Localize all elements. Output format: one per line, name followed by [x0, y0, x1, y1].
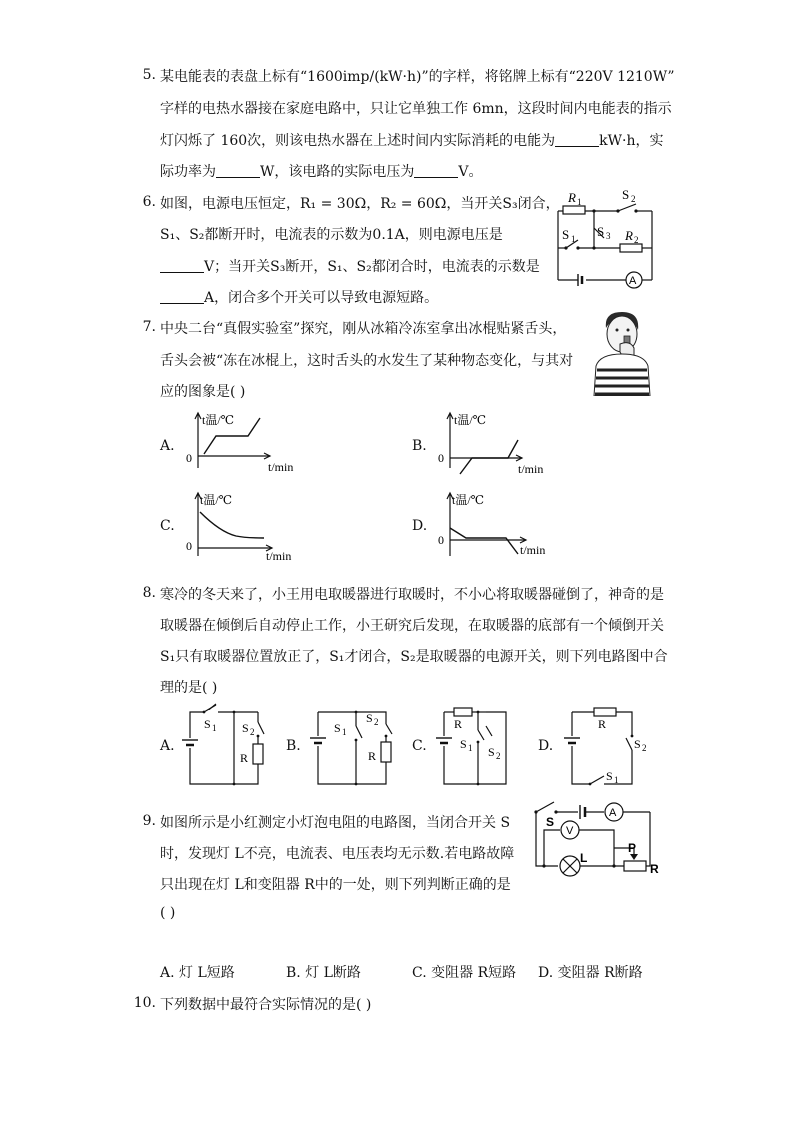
svg-text:t/min: t/min	[520, 543, 546, 557]
question-number: 8.	[142, 585, 156, 601]
answer-blank[interactable]	[160, 289, 204, 304]
option-a-label[interactable]: A.	[160, 438, 175, 454]
question-text-line: 取暖器在倾倒后自动停止工作，小王研究后发现，在取暖器的底部有一个倾倒开关	[160, 618, 664, 634]
svg-text:1: 1	[468, 743, 473, 753]
question-number: 5.	[142, 67, 156, 83]
option-a[interactable]: A. 灯 L短路	[160, 965, 235, 981]
option-a-label[interactable]: A.	[160, 738, 175, 754]
q6-circuit-diagram	[548, 184, 660, 296]
svg-text:S: S	[460, 737, 467, 751]
question-text-line: A，闭合多个开关可以导致电源短路。	[160, 287, 438, 307]
svg-text:1: 1	[614, 775, 619, 785]
q9-circuit-diagram	[524, 796, 664, 888]
circuit-option-d[interactable]	[560, 700, 652, 792]
question-text-line: 际功率为 W，该电路的实际电压为 V。	[160, 164, 483, 180]
svg-text:3: 3	[606, 231, 611, 241]
svg-text:S: S	[334, 721, 341, 735]
svg-text:t温/℃: t温/℃	[202, 413, 235, 427]
svg-text:1: 1	[577, 197, 582, 207]
question-text-line: 如图所示是小红测定小灯泡电阻的电路图，当闭合开关 S	[160, 815, 511, 831]
svg-text:A: A	[629, 275, 637, 287]
question-text-line: S₁只有取暖器位置放正了，S₁才闭合，S₂是取暖器的电源开关，则下列电路图中合	[160, 649, 668, 665]
question-text-line: S₁、S₂都断开时，电流表的示数为0.1A，则电源电压是	[160, 227, 503, 243]
svg-text:V: V	[566, 825, 574, 837]
option-c[interactable]: C. 变阻器 R短路	[412, 965, 517, 981]
question-text-line: 舌头会被“冻在冰棍上，这时舌头的水发生了某种物态变化，与其对	[160, 353, 574, 369]
svg-text:2: 2	[634, 235, 639, 245]
svg-text:S: S	[488, 745, 495, 759]
question-text-line: 某电能表的表盘上标有“1600imp/(kW·h)”的字样，将铭牌上标有“220V 1210W”	[160, 69, 675, 85]
boy-tongue-illustration	[588, 308, 656, 396]
question-text-line: V；当开关S₃断开，S₁、S₂都闭合时，电流表的示数是	[160, 256, 540, 276]
svg-text:1: 1	[342, 727, 347, 737]
svg-text:S: S	[622, 187, 630, 202]
graph-option-b[interactable]	[432, 410, 562, 478]
svg-text:S: S	[606, 769, 613, 783]
question-text-line: 字样的电热水器接在家庭电路中，只让它单独工作 6mn，这段时间内电能表的指示	[160, 101, 672, 117]
svg-text:S: S	[366, 711, 373, 725]
svg-text:R: R	[454, 717, 463, 731]
svg-text:S: S	[204, 717, 211, 731]
svg-text:2: 2	[631, 194, 636, 204]
svg-text:t/min: t/min	[518, 462, 544, 476]
svg-text:0: 0	[186, 451, 192, 465]
svg-text:2: 2	[250, 727, 255, 737]
svg-text:L: L	[580, 851, 588, 865]
svg-text:0: 0	[438, 451, 444, 465]
circuit-option-b[interactable]	[306, 700, 398, 792]
question-number: 7.	[142, 319, 156, 335]
svg-text:2: 2	[374, 717, 379, 727]
option-d-label[interactable]: D.	[538, 738, 554, 754]
option-c-label[interactable]: C.	[412, 738, 427, 754]
svg-text:1: 1	[571, 234, 576, 244]
svg-text:R: R	[625, 228, 633, 243]
answer-blank[interactable]	[555, 132, 599, 147]
svg-text:A: A	[609, 807, 617, 819]
circuit-option-a[interactable]	[178, 700, 270, 792]
answer-blank[interactable]	[414, 163, 458, 178]
svg-text:2: 2	[496, 751, 501, 761]
svg-text:S: S	[546, 815, 555, 829]
option-b[interactable]: B. 灯 L断路	[286, 965, 361, 981]
option-d[interactable]: D. 变阻器 R断路	[538, 965, 643, 981]
question-text-line: 时，发现灯 L不亮，电流表、电压表均无示数.若电路故障	[160, 846, 515, 862]
svg-text:R: R	[650, 862, 659, 876]
svg-text:t/min: t/min	[268, 460, 294, 474]
question-text-line: 中央二台“真假实验室”探究，刚从冰箱冷冻室拿出冰棍贴紧舌头，	[160, 321, 567, 337]
circuit-option-c[interactable]	[432, 700, 524, 792]
svg-text:R: R	[598, 717, 607, 731]
question-text-line: 应的图象是( )	[160, 384, 246, 400]
svg-text:P: P	[628, 841, 637, 855]
svg-text:R: R	[568, 190, 576, 205]
question-text-line: 寒冷的冬天来了，小王用电取暖器进行取暖时，不小心将取暖器碰倒了，神奇的是	[160, 587, 664, 603]
option-b-label[interactable]: B.	[412, 438, 427, 454]
svg-text:t温/℃: t温/℃	[200, 493, 233, 507]
question-number: 9.	[142, 813, 156, 829]
option-c-label[interactable]: C.	[160, 518, 175, 534]
answer-blank[interactable]	[160, 258, 204, 273]
svg-text:R: R	[240, 751, 249, 765]
svg-text:R: R	[368, 749, 377, 763]
answer-blank[interactable]	[216, 163, 260, 178]
svg-text:0: 0	[186, 539, 192, 553]
question-text-line: ( )	[160, 905, 176, 921]
question-number: 10.	[133, 995, 156, 1011]
svg-text:t温/℃: t温/℃	[452, 493, 485, 507]
svg-text:t/min: t/min	[266, 549, 292, 562]
option-d-label[interactable]: D.	[412, 518, 428, 534]
svg-text:0: 0	[438, 533, 444, 547]
question-text-line: 理的是( )	[160, 680, 218, 696]
svg-text:S: S	[597, 224, 605, 239]
svg-text:1: 1	[212, 723, 217, 733]
question-text-line: 只出现在灯 L和变阻器 R中的一处，则下列判断正确的是	[160, 877, 511, 893]
graph-option-c[interactable]	[180, 490, 310, 562]
graph-option-d[interactable]	[432, 490, 562, 562]
question-text-line: 如图，电源电压恒定，R₁ = 30Ω，R₂ = 60Ω，当开关S₃闭合，	[160, 196, 560, 212]
question-number: 6.	[142, 194, 156, 210]
svg-text:2: 2	[642, 743, 647, 753]
svg-text:S: S	[242, 721, 249, 735]
question-text-line: 灯闪烁了 160次，则该电热水器在上述时间内实际消耗的电能为 kW·h，实	[160, 133, 664, 149]
svg-text:S: S	[562, 227, 570, 242]
option-b-label[interactable]: B.	[286, 738, 301, 754]
question-text-line: 下列数据中最符合实际情况的是( )	[160, 997, 372, 1013]
svg-text:S: S	[634, 737, 641, 751]
svg-text:t温/℃: t温/℃	[454, 413, 487, 427]
graph-option-a[interactable]	[180, 410, 310, 478]
